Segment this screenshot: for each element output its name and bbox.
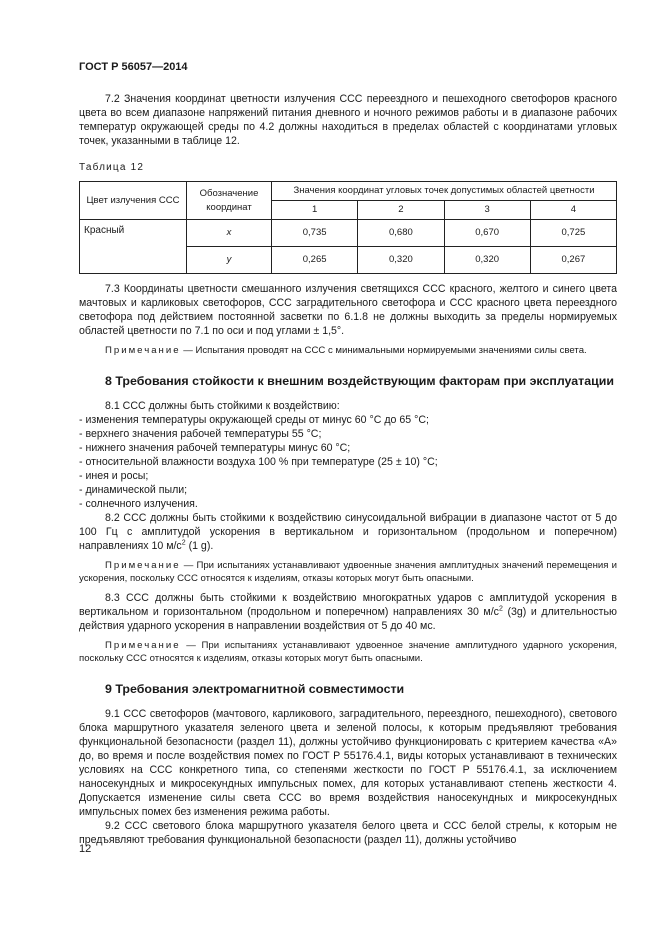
list-item: - солнечного излучения. <box>79 498 198 510</box>
note-text: — Испытания проводят на ССС с минимальными нормируемыми значениями силы света. <box>180 345 587 356</box>
text-8-3-a: 8.3 ССС должны быть стойкими к воздействию многократных ударов с амплитудой ускорения в вертикальном и горизонтальном (продольном и поперечном) направлениях 30 м/с <box>79 592 617 618</box>
list-item: - динамической пыли; <box>79 484 188 496</box>
document-header: ГОСТ Р 56057—2014 <box>79 61 188 73</box>
paragraph-8-1: 8.1 ССС должны быть стойкими к воздействию: <box>105 400 340 412</box>
header-col-3: 3 <box>444 201 530 220</box>
list-item: - верхнего значения рабочей температуры 55 °С; <box>79 428 322 440</box>
table-row <box>80 220 617 247</box>
cell-coordinate: x <box>187 220 272 247</box>
cell-value: 0,320 <box>444 247 530 274</box>
note-3 <box>79 639 617 665</box>
cell-value: 0,265 <box>272 247 358 274</box>
note-1 <box>79 344 617 357</box>
paragraph-8-3 <box>79 591 617 633</box>
cell-value: 0,735 <box>272 220 358 247</box>
section-8-heading: 8 Требования стойкости к внешним воздействующим факторам при эксплуатации <box>105 374 614 388</box>
paragraph-7-2: 7.2 Значения координат цветности излучения ССС переездного и пешеходного светофоров красного цвета во всем диапазоне напряжений питания дневного и ночного режимов работы и в диапазоне рабочих температур окружающей среды по 4.2 должны находиться в пределах областей с координатами угловых точек, указанными в таблице 12. <box>79 93 617 147</box>
cell-value: 0,725 <box>530 220 616 247</box>
paragraph-9-1: 9.1 ССС светофоров (мачтового, карликового, заградительного, переездного, пешеходного), светового блока маршрутного указателя зеленого цвета и зеленой полосы, к которым предъявляют требования функциональной безопасности (раздел 11), должны устойчиво функционировать с критерием качества «А» до, во время и после воздействия помех по ГОСТ Р 55176.4.1, виды которых устанавливают в технических условиях на ССС конкретного типа, со степенями жесткости по ГОСТ Р 55176.4.1, за исключением наносекундных и микросекундных импульсных помех, для которых устанавливают степень жесткости 4. Допускается изменение силы света ССС во время воздействия наносекундных и микросекундных импульсных помех без изменения режима работы. <box>79 708 617 818</box>
note-2 <box>79 559 617 585</box>
cell-color: Красный <box>80 220 187 274</box>
paragraph-7-3: 7.3 Координаты цветности смешанного излучения светящихся ССС красного, желтого и синего цвета мачтовых и карликовых светофоров, ССС заградительного светофора и ССС красного цвета переездного светофора под действием постоянной засветки по 6.1.8 не должны выходить за пределы нормируемых областей цветности по 7.1 по оси и под углами ± 1,5°. <box>79 283 617 337</box>
cell-value: 0,670 <box>444 220 530 247</box>
list-8-1 <box>79 413 617 511</box>
cell-value: 0,267 <box>530 247 616 274</box>
list-item: - инея и росы; <box>79 470 149 482</box>
superscript: 2 <box>498 605 503 613</box>
list-item: - нижнего значения рабочей температуры минус 60 °С; <box>79 442 351 454</box>
cell-value: 0,320 <box>358 247 444 274</box>
header-coordinate: Обозначение координат <box>187 182 272 220</box>
superscript: 2 <box>181 539 186 547</box>
text-8-2-a: 8.2 ССС должны быть стойкими к воздействию синусоидальной вибрации в диапазоне частот от 5 до 100 Гц с амплитудой ускорения в вертикальном и горизонтальном (продольном и поперечном) направлениях 10 м/с <box>79 512 617 552</box>
header-values: Значения координат угловых точек допустимых областей цветности <box>272 182 617 201</box>
section-9-heading: 9 Требования электромагнитной совместимости <box>105 682 405 696</box>
list-item: - относительной влажности воздуха 100 % при температуре (25 ± 10) °С; <box>79 456 438 468</box>
chromaticity-table <box>79 181 617 274</box>
table-header-row <box>80 182 617 201</box>
note-label: Примечание <box>105 345 181 356</box>
header-col-2: 2 <box>358 201 444 220</box>
header-col-1: 1 <box>272 201 358 220</box>
header-color: Цвет излучения ССС <box>80 182 187 220</box>
note-label: Примечание <box>105 560 181 571</box>
header-col-4: 4 <box>530 201 616 220</box>
cell-value: 0,680 <box>358 220 444 247</box>
list-item: - изменения температуры окружающей среды от минус 60 °С до 65 °С; <box>79 414 429 426</box>
page-number: 12 <box>79 843 92 855</box>
table-caption: Таблица 12 <box>79 162 145 173</box>
text-8-3-b: (3g) и длительностью действия ударного ускорения в направлении воздействия от 5 до 40 мс. <box>79 606 617 632</box>
note-label: Примечание <box>105 640 181 651</box>
note-text: — При испытаниях устанавливают удвоенное значение амплитудного ударного ускорения, поскольку ССС относятся к изделиям, отказы которых могут быть опасными. <box>79 640 617 664</box>
cell-coordinate: y <box>187 247 272 274</box>
paragraph-9-2: 9.2 ССС светового блока маршрутного указателя белого цвета и ССС белой стрелы, к которым не предъявляют требования функциональной безопасности (раздел 11), должны устойчиво <box>79 820 617 846</box>
note-text: — При испытаниях устанавливают удвоенные значения амплитудных значений перемещения и ускорения, поскольку ССС относятся к изделиям, отказы которых могут быть опасными. <box>79 560 617 584</box>
paragraph-8-2 <box>79 511 617 553</box>
text-8-2-b: (1 g). <box>185 540 214 552</box>
